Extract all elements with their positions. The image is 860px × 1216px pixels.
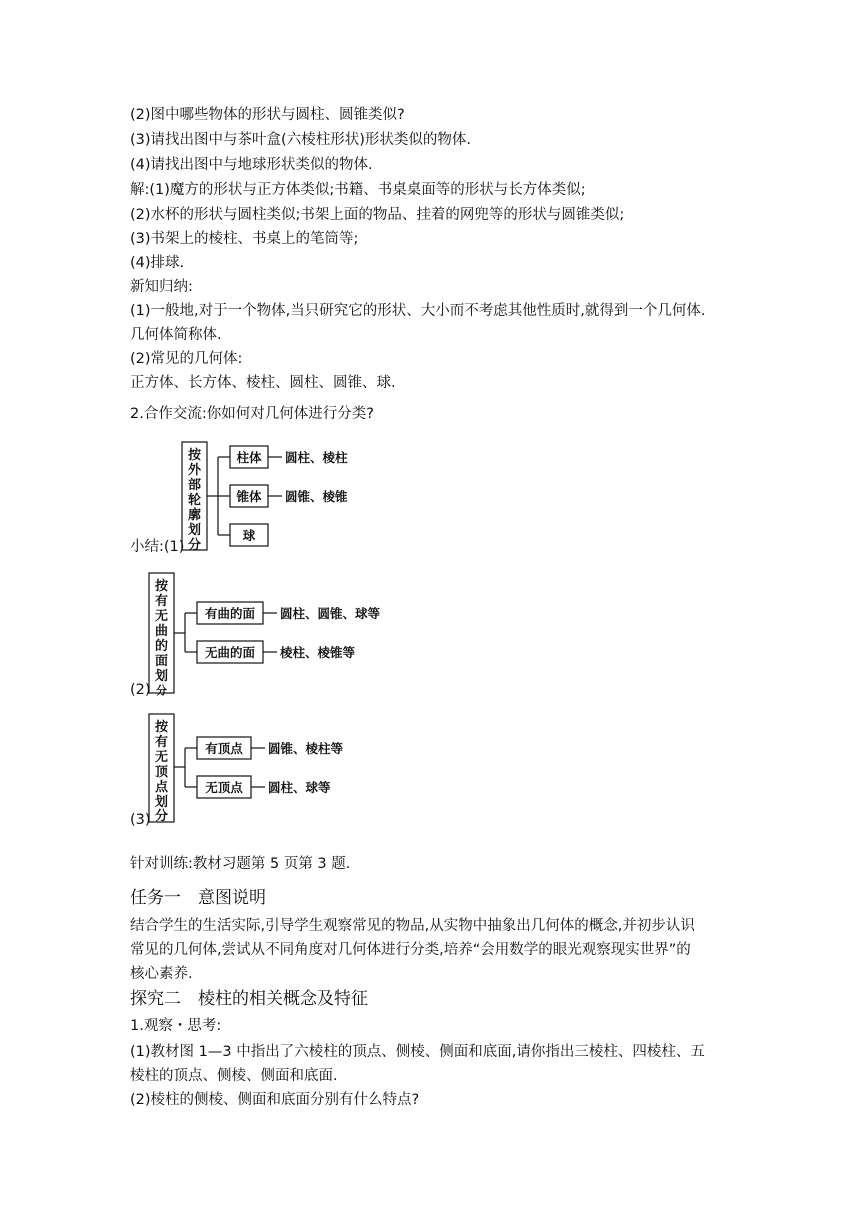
root-char: 分	[154, 809, 169, 824]
root-char: 按	[154, 720, 169, 735]
root-char: 轮	[187, 493, 202, 508]
observe-think: 1.观察・思考:	[130, 1018, 222, 1034]
task1-heading: 任务一 意图说明	[130, 888, 266, 908]
answer-3: (3)书架上的棱柱、书桌上的笔筒等;	[130, 231, 359, 247]
root-char: 分	[156, 684, 167, 697]
question-4: (4)请找出图中与地球形状类似的物体.	[130, 157, 373, 173]
root-char: 按	[154, 579, 169, 594]
answer-1: 解:(1)魔方的形状与正方体类似;书籍、书桌桌面等的形状与长方体类似;	[130, 182, 586, 198]
summary-label-3: (3)	[130, 812, 151, 828]
root-char: 部	[187, 478, 202, 493]
branch-label: 有曲的面	[204, 606, 256, 621]
root-char: 曲	[154, 624, 169, 639]
root-char: 廓	[187, 508, 202, 523]
diagram-curved-surface	[149, 573, 381, 697]
cooperation-question: 2.合作交流:你如何对几何体进行分类?	[130, 406, 374, 422]
root-char: 有	[154, 594, 169, 609]
explore2-heading: 探究二 棱柱的相关概念及特征	[130, 989, 368, 1009]
root-char: 面	[154, 654, 169, 669]
answer-4: (4)排球.	[130, 255, 185, 271]
branch-label: 无曲的面	[204, 645, 256, 660]
root-char: 点	[154, 780, 169, 795]
branch-desc: 圆柱、圆锥、球等	[280, 606, 381, 621]
branch-label: 柱体	[236, 450, 262, 465]
new-knowledge-title: 新知归纳:	[130, 279, 193, 295]
root-char: 划	[154, 669, 169, 684]
question-2: (2)图中哪些物体的形状与圆柱、圆锥类似?	[130, 107, 405, 123]
root-char: 划	[187, 523, 202, 538]
definition-line-1: (1)一般地,对于一个物体,当只研究它的形状、大小而不考虑其他性质时,就得到一个几何体.	[130, 303, 706, 319]
common-solids-list: 正方体、长方体、棱柱、圆柱、圆锥、球.	[130, 375, 396, 391]
root-char: 无	[154, 750, 169, 765]
branch-desc: 棱柱、棱锥等	[280, 645, 356, 660]
branch-label: 锥体	[236, 489, 262, 504]
task1-line-1: 结合学生的生活实际,引导学生观察常见的物品,从实物中抽象出几何体的概念,并初步认识	[130, 918, 695, 934]
definition-line-2: 几何体简称体.	[130, 327, 222, 343]
branch-desc: 圆锥、棱柱等	[268, 741, 344, 756]
root-char: 外	[187, 463, 202, 478]
answer-2: (2)水杯的形状与圆柱类似;书架上面的物品、挂着的网兜等的形状与圆锥类似;	[130, 207, 625, 223]
root-char: 分	[187, 538, 202, 553]
branch-desc: 圆柱、棱柱	[285, 450, 348, 465]
branch-desc: 圆锥、棱锥	[285, 489, 348, 504]
branch-desc: 圆柱、球等	[268, 780, 331, 795]
summary-label-2: (2)	[130, 682, 151, 698]
explore2-q1-line-2: 棱柱的顶点、侧棱、侧面和底面.	[130, 1068, 338, 1084]
root-char: 按	[187, 448, 202, 463]
root-char: 有	[154, 735, 169, 750]
root-char: 顶	[154, 765, 169, 780]
task1-line-2: 常见的几何体,尝试从不同角度对几何体进行分类,培养“会用数学的眼光观察现实世界”的	[130, 942, 691, 958]
branch-label: 球	[242, 528, 256, 543]
common-solids-title: (2)常见的几何体:	[130, 351, 243, 367]
summary-label-1: 小结:(1)	[130, 539, 185, 555]
practice-note: 针对训练:教材习题第 5 页第 3 题.	[130, 856, 351, 872]
explore2-q1-line-1: (1)教材图 1—3 中指出了六棱柱的顶点、侧棱、侧面和底面,请你指出三棱柱、四棱柱、五	[130, 1044, 705, 1060]
root-char: 的	[154, 639, 169, 654]
task1-line-3: 核心素养.	[130, 966, 193, 982]
diagram-outline	[182, 442, 348, 553]
question-3: (3)请找出图中与茶叶盒(六棱柱形状)形状类似的物体.	[130, 132, 471, 148]
explore2-q2: (2)棱柱的侧棱、侧面和底面分别有什么特点?	[130, 1092, 420, 1108]
branch-label: 无顶点	[205, 780, 243, 795]
diagram-vertex	[149, 714, 344, 824]
root-char: 划	[154, 795, 169, 810]
branch-label: 有顶点	[205, 741, 243, 756]
root-char: 无	[154, 609, 169, 624]
